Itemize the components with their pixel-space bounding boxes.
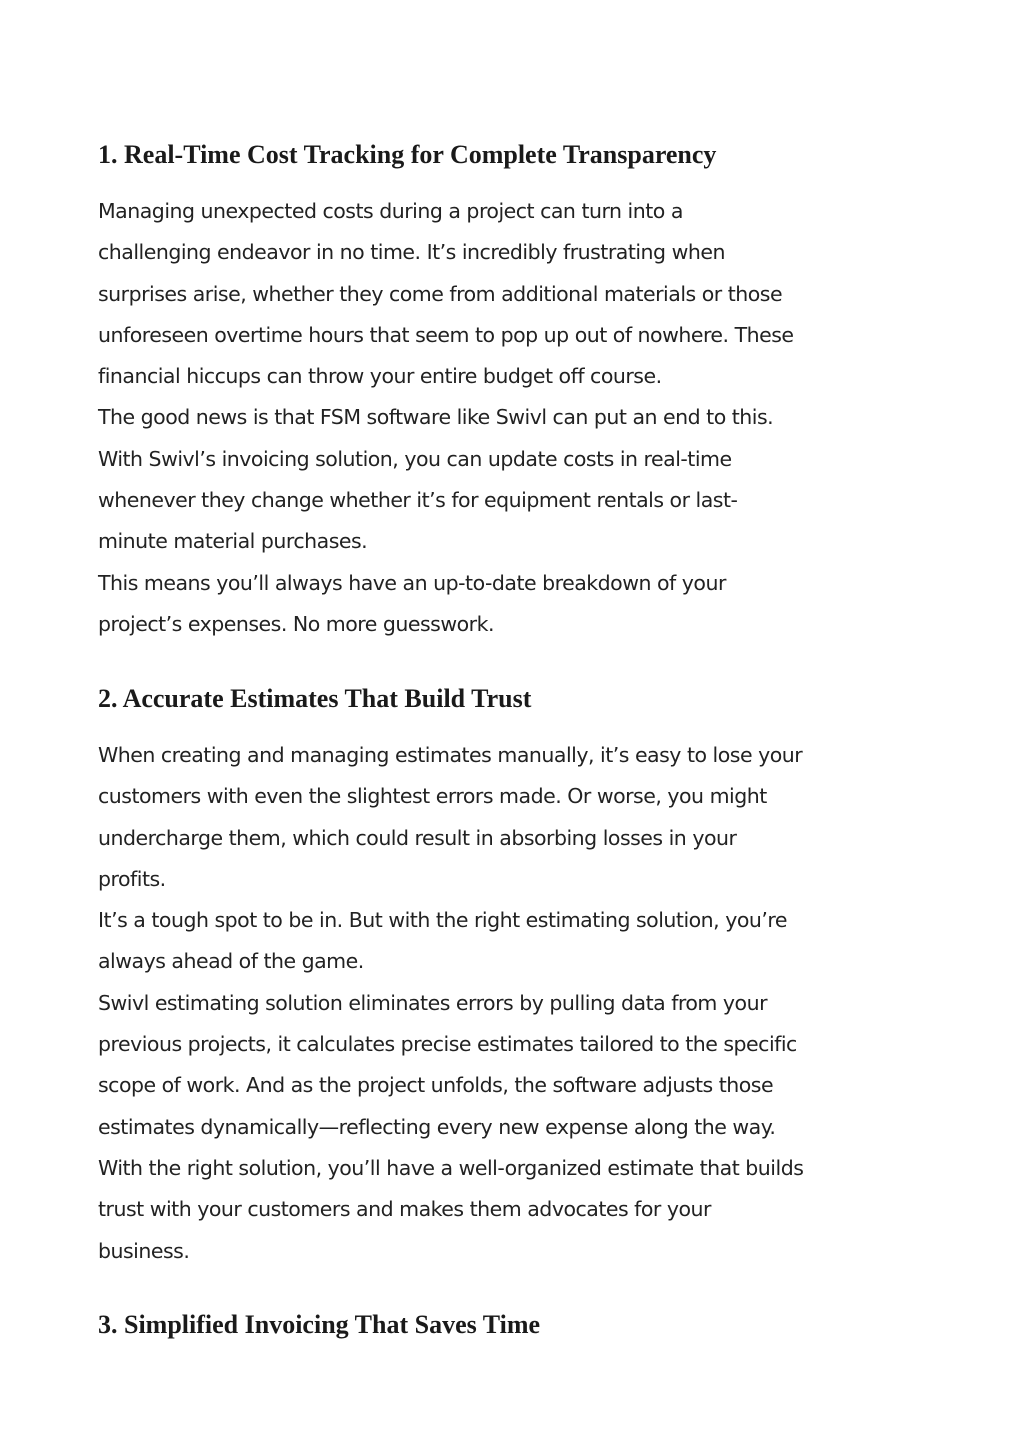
section-heading-estimates: 2. Accurate Estimates That Build Trust	[98, 684, 532, 713]
text-line: surprises arise, whether they come from additional materials or those	[98, 281, 783, 306]
text-line: project’s expenses. No more guesswork.	[98, 611, 494, 636]
text-line: unforeseen overtime hours that seem to pop up out of nowhere. These	[98, 322, 794, 347]
text-line: It’s a tough spot to be in. But with the right estimating solution, you’re	[98, 908, 787, 933]
section-body-estimates	[98, 735, 803, 1272]
text-line: With the right solution, you’ll have a well-organized estimate that builds	[98, 1155, 804, 1180]
text-line: When creating and managing estimates manually, it’s easy to lose your	[98, 743, 803, 767]
text-line: profits.	[98, 866, 166, 891]
text-line: Swivl estimating solution eliminates errors by pulling data from your	[98, 990, 768, 1015]
text-line: minute material purchases.	[98, 529, 368, 554]
text-line: challenging endeavor in no time. It’s incredibly frustrating when	[98, 240, 725, 265]
text-line: always ahead of the game.	[98, 949, 364, 974]
text-line: business.	[98, 1238, 190, 1263]
section-heading-cost-tracking: 1. Real-Time Cost Tracking for Complete Transparency	[98, 140, 717, 169]
text-line: With Swivl’s invoicing solution, you can update costs in real-time	[98, 446, 732, 471]
text-line: whenever they change whether it’s for equipment rentals or last-	[98, 488, 738, 513]
text-line: Managing unexpected costs during a project can turn into a	[98, 199, 683, 223]
text-line: previous projects, it calculates precise estimates tailored to the specific	[98, 1032, 797, 1057]
text-line: trust with your customers and makes them advocates for your	[98, 1197, 711, 1222]
text-line: financial hiccups can throw your entire budget off course.	[98, 364, 662, 389]
section-heading-invoicing: 3. Simplified Invoicing That Saves Time	[98, 1310, 541, 1339]
text-line: customers with even the slightest errors made. Or worse, you might	[98, 784, 767, 809]
text-line: estimates dynamically—reflecting every new expense along the way.	[98, 1114, 776, 1139]
text-line: scope of work. And as the project unfolds, the software adjusts those	[98, 1073, 774, 1098]
text-line: The good news is that FSM software like Swivl can put an end to this.	[98, 405, 774, 430]
section-body-cost-tracking	[98, 191, 794, 645]
text-line: undercharge them, which could result in absorbing losses in your	[98, 825, 737, 850]
text-line: This means you’ll always have an up-to-date breakdown of your	[98, 570, 726, 595]
